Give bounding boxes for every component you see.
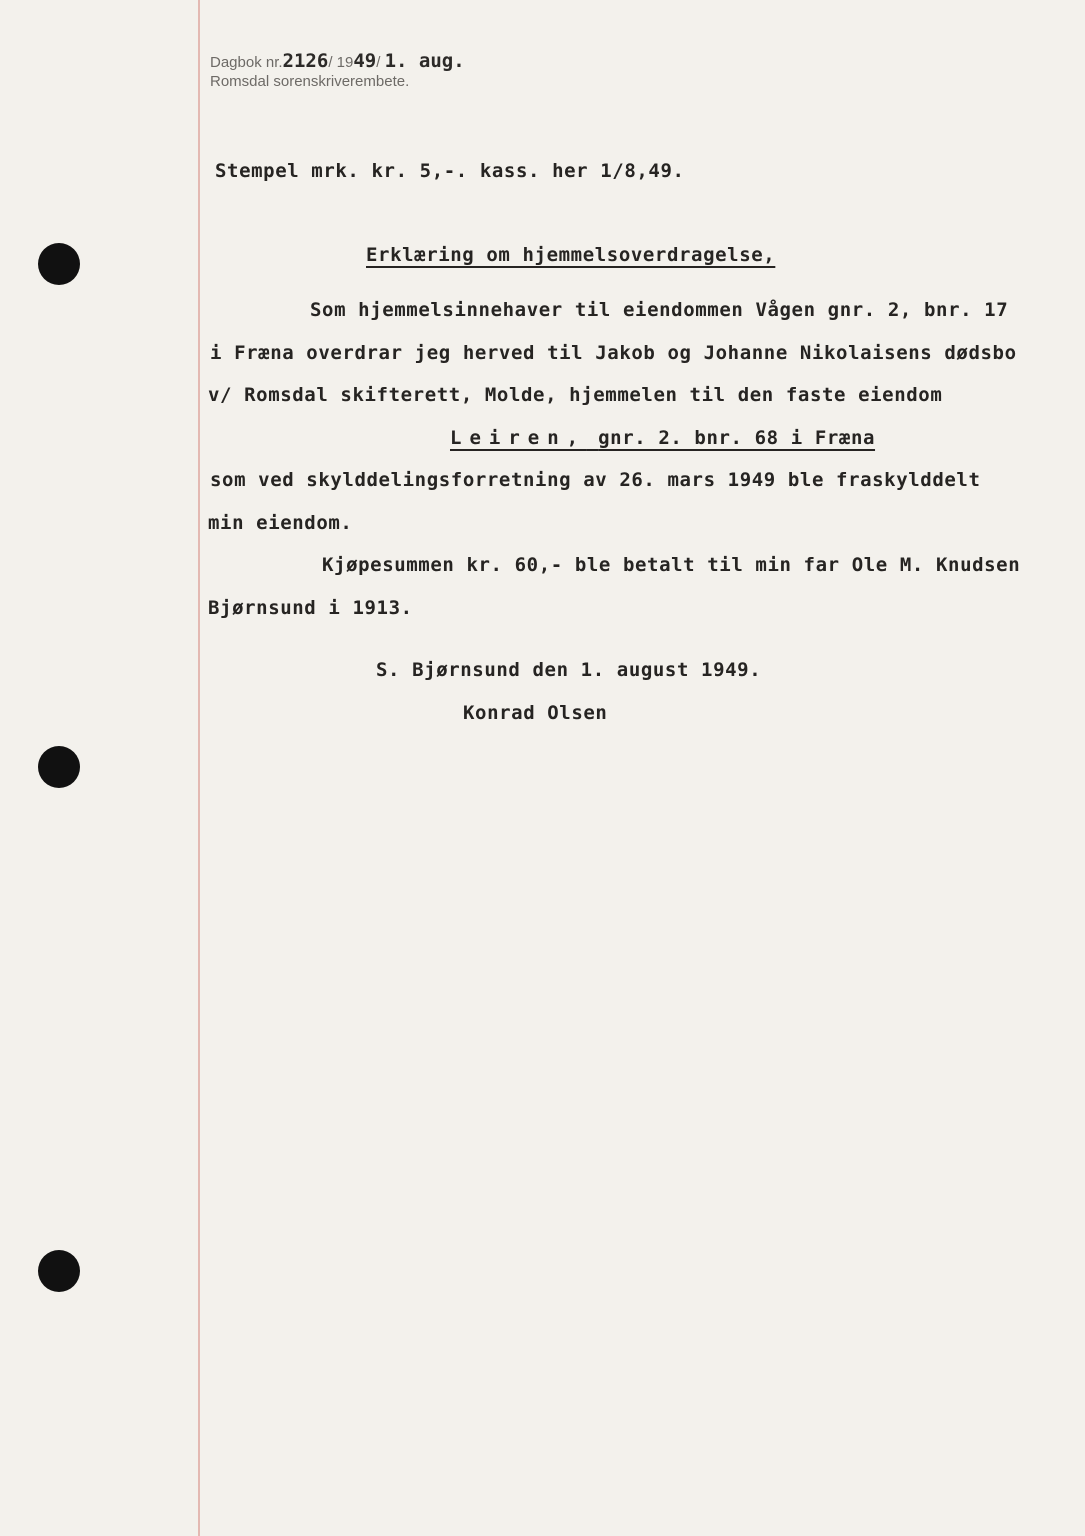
property-details: gnr. 2. bnr. 68 i Fræna xyxy=(598,427,876,449)
margin-rule xyxy=(198,0,200,1536)
paragraph2-line: min eiendom. xyxy=(208,512,353,534)
paragraph1-line: i Fræna overdrar jeg herved til Jakob og Johanne Nikolaisens dødsbo xyxy=(210,342,1017,364)
stamp-office: Romsdal sorenskriverembete. xyxy=(210,73,410,90)
signature: Konrad Olsen xyxy=(463,702,608,724)
paragraph3-line: Kjøpesummen kr. 60,- ble betalt til min far Ole M. Knudsen xyxy=(322,554,1021,576)
stamp-date: 1. aug. xyxy=(384,50,465,72)
punch-hole xyxy=(38,746,80,788)
registry-stamp: Dagbok nr.2126/ 1949/ 1. aug. Romsdal sorenskriverembete. xyxy=(210,50,465,90)
paragraph1-line: Som hjemmelsinnehaver til eiendommen Vågen gnr. 2, bnr. 17 xyxy=(310,299,1009,321)
stempel-line: Stempel mrk. kr. 5,-. kass. her 1/8,49. xyxy=(215,160,685,182)
punch-hole xyxy=(38,243,80,285)
paragraph1-line: v/ Romsdal skifterett, Molde, hjemmelen til den faste eiendom xyxy=(208,384,943,406)
place-date: S. Bjørnsund den 1. august 1949. xyxy=(376,659,762,681)
punch-hole xyxy=(38,1250,80,1292)
stamp-prefix: Dagbok nr. xyxy=(210,54,283,71)
paragraph3-line: Bjørnsund i 1913. xyxy=(208,597,413,619)
property-name: Leiren, xyxy=(450,427,587,449)
paragraph2-line: som ved skylddelingsforretning av 26. mars 1949 ble fraskylddelt xyxy=(210,469,981,491)
stamp-number: 2126 xyxy=(282,50,329,72)
stamp-year: 49 xyxy=(353,50,377,72)
document-heading: Erklæring om hjemmelsoverdragelse, xyxy=(366,244,776,266)
stamp-year-prefix: 19 xyxy=(336,54,354,71)
property-line xyxy=(450,427,875,449)
